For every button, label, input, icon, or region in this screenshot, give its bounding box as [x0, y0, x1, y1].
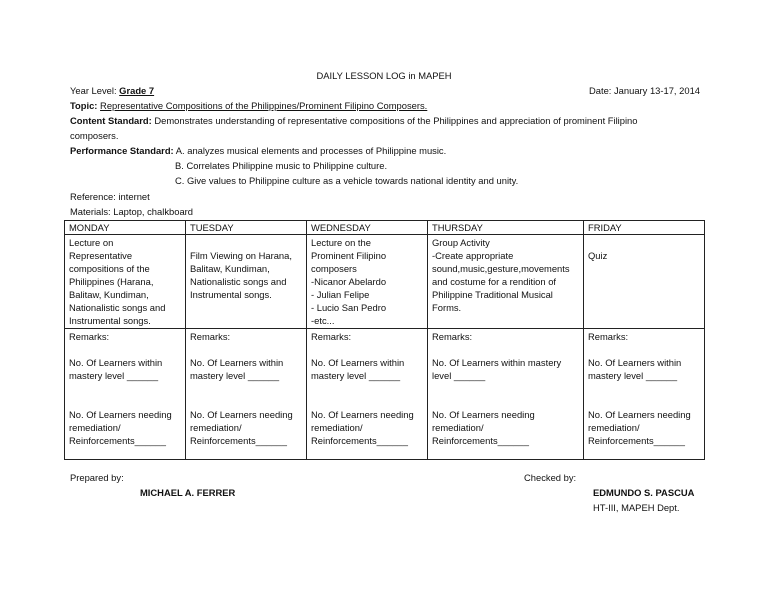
activity-line: Group Activity [432, 237, 490, 248]
remarks-monday [65, 329, 186, 460]
activity-line: -etc... [311, 315, 335, 326]
remarks-label: Remarks: [69, 331, 110, 342]
mastery-text: mastery level ______ [588, 370, 678, 381]
prepared-by-name: MICHAEL A. FERRER [140, 487, 236, 498]
remediation-text: No. Of Learners needing [432, 409, 535, 420]
remarks-wednesday [307, 329, 428, 460]
content-standard [70, 115, 637, 127]
date-text: Date: January 13-17, 2014 [588, 85, 700, 96]
activity-line: Philippine Traditional Musical [432, 289, 553, 300]
remediation-text: Reinforcements______ [588, 435, 685, 446]
remarks-label: Remarks: [588, 331, 629, 342]
activity-wednesday [307, 235, 428, 329]
remarks-friday [584, 329, 705, 460]
activity-line: Film Viewing on Harana, [190, 250, 292, 261]
lesson-table [64, 220, 705, 460]
content-standard-line2: composers. [70, 130, 119, 141]
spacer [190, 382, 302, 408]
activity-line: Prominent Filipino [311, 250, 387, 261]
spacer [588, 382, 700, 408]
remediation-text: Reinforcements______ [432, 435, 529, 446]
activity-line: compositions of the [69, 263, 150, 274]
performance-standard-c: C. Give values to Philippine culture as a vehicle towards national identity and unity. [175, 175, 519, 186]
activity-line: - Julian Felipe [311, 289, 370, 300]
remarks-row [65, 329, 705, 460]
topic-value: Representative Compositions of the Philippines/Prominent Filipino Composers. [100, 100, 428, 111]
activity-line: composers [311, 263, 357, 274]
year-level-value: Grade 7 [119, 85, 155, 96]
activity-line: Instrumental songs. [69, 315, 151, 326]
year-level [70, 85, 154, 97]
mastery-text: mastery level ______ [69, 370, 159, 381]
day-header-wednesday: WEDNESDAY [307, 221, 428, 235]
activity-monday [65, 235, 186, 329]
activity-tuesday [186, 235, 307, 329]
remediation-text: remediation/ [588, 422, 640, 433]
activity-line: Quiz [588, 250, 608, 261]
mastery-text: mastery level ______ [190, 370, 280, 381]
performance-standard [70, 145, 446, 157]
mastery-text: No. Of Learners within [69, 357, 163, 368]
remediation-text: remediation/ [69, 422, 121, 433]
activity-line: Forms. [432, 302, 462, 313]
content-standard-label: Content Standard: [70, 115, 152, 126]
spacer [69, 382, 181, 408]
activity-line: Nationalistic songs and [190, 276, 287, 287]
activity-friday [584, 235, 705, 329]
spacer [432, 382, 579, 408]
activity-line: Lecture on the [311, 237, 371, 248]
spacer [69, 343, 181, 356]
activity-line: -Nicanor Abelardo [311, 276, 387, 287]
activity-line: Lecture on [69, 237, 114, 248]
day-header-monday: MONDAY [65, 221, 186, 235]
topic [70, 100, 427, 112]
remediation-text: Reinforcements______ [190, 435, 287, 446]
activity-line: Nationalistic songs and [69, 302, 166, 313]
prepared-by-label: Prepared by: [70, 472, 124, 483]
remediation-text: remediation/ [311, 422, 363, 433]
remarks-thursday [428, 329, 584, 460]
mastery-text: No. Of Learners within [190, 357, 284, 368]
reference-text: Reference: internet [70, 191, 150, 202]
checked-by-label: Checked by: [524, 472, 577, 483]
remarks-label: Remarks: [311, 331, 352, 342]
spacer [311, 382, 423, 408]
performance-standard-label: Performance Standard: [70, 145, 174, 156]
remarks-tuesday [186, 329, 307, 460]
materials-text: Materials: Laptop, chalkboard [70, 206, 193, 217]
spacer [190, 236, 302, 249]
activity-line: Philippines (Harana, [69, 276, 154, 287]
activity-line: Balitaw, Kundiman, [190, 263, 270, 274]
spacer [190, 343, 302, 356]
year-level-label: Year Level: [70, 85, 117, 96]
mastery-text: mastery level ______ [311, 370, 401, 381]
mastery-text: No. Of Learners within [311, 357, 405, 368]
remediation-text: remediation/ [432, 422, 484, 433]
mastery-text: level ______ [432, 370, 486, 381]
remarks-label: Remarks: [432, 331, 473, 342]
checked-by-name: EDMUNDO S. PASCUA [593, 487, 695, 498]
day-header-row [65, 221, 705, 235]
activity-line: - Lucio San Pedro [311, 302, 387, 313]
activity-line: Representative [69, 250, 133, 261]
day-header-tuesday: TUESDAY [186, 221, 307, 235]
activity-line: and costume for a rendition of [432, 276, 557, 287]
activity-row [65, 235, 705, 329]
remediation-text: No. Of Learners needing [588, 409, 691, 420]
checked-by-title: HT-III, MAPEH Dept. [593, 502, 680, 513]
performance-standard-b: B. Correlates Philippine music to Philippine culture. [175, 160, 388, 171]
remediation-text: No. Of Learners needing [311, 409, 414, 420]
performance-standard-a: A. analyzes musical elements and processes of Philippine music. [175, 145, 447, 156]
activity-line: -Create appropriate [432, 250, 514, 261]
mastery-text: No. Of Learners within mastery [432, 357, 562, 368]
spacer [588, 236, 700, 249]
activity-line: sound,music,gesture,movements [432, 263, 570, 274]
remarks-label: Remarks: [190, 331, 231, 342]
activity-line: Balitaw, Kundiman, [69, 289, 149, 300]
spacer [588, 343, 700, 356]
remediation-text: Reinforcements______ [69, 435, 166, 446]
remediation-text: remediation/ [190, 422, 242, 433]
spacer [432, 343, 579, 356]
day-header-friday: FRIDAY [584, 221, 705, 235]
content-standard-line1: Demonstrates understanding of representative compositions of the Philippines and appreciation of prominent Filipino [154, 115, 638, 126]
spacer [311, 343, 423, 356]
day-header-thursday: THURSDAY [428, 221, 584, 235]
topic-label: Topic: [70, 100, 98, 111]
activity-line: Instrumental songs. [190, 289, 272, 300]
remediation-text: No. Of Learners needing [69, 409, 172, 420]
remediation-text: Reinforcements______ [311, 435, 408, 446]
activity-thursday [428, 235, 584, 329]
document-title: DAILY LESSON LOG in MAPEH [316, 70, 452, 81]
mastery-text: No. Of Learners within [588, 357, 682, 368]
remediation-text: No. Of Learners needing [190, 409, 293, 420]
